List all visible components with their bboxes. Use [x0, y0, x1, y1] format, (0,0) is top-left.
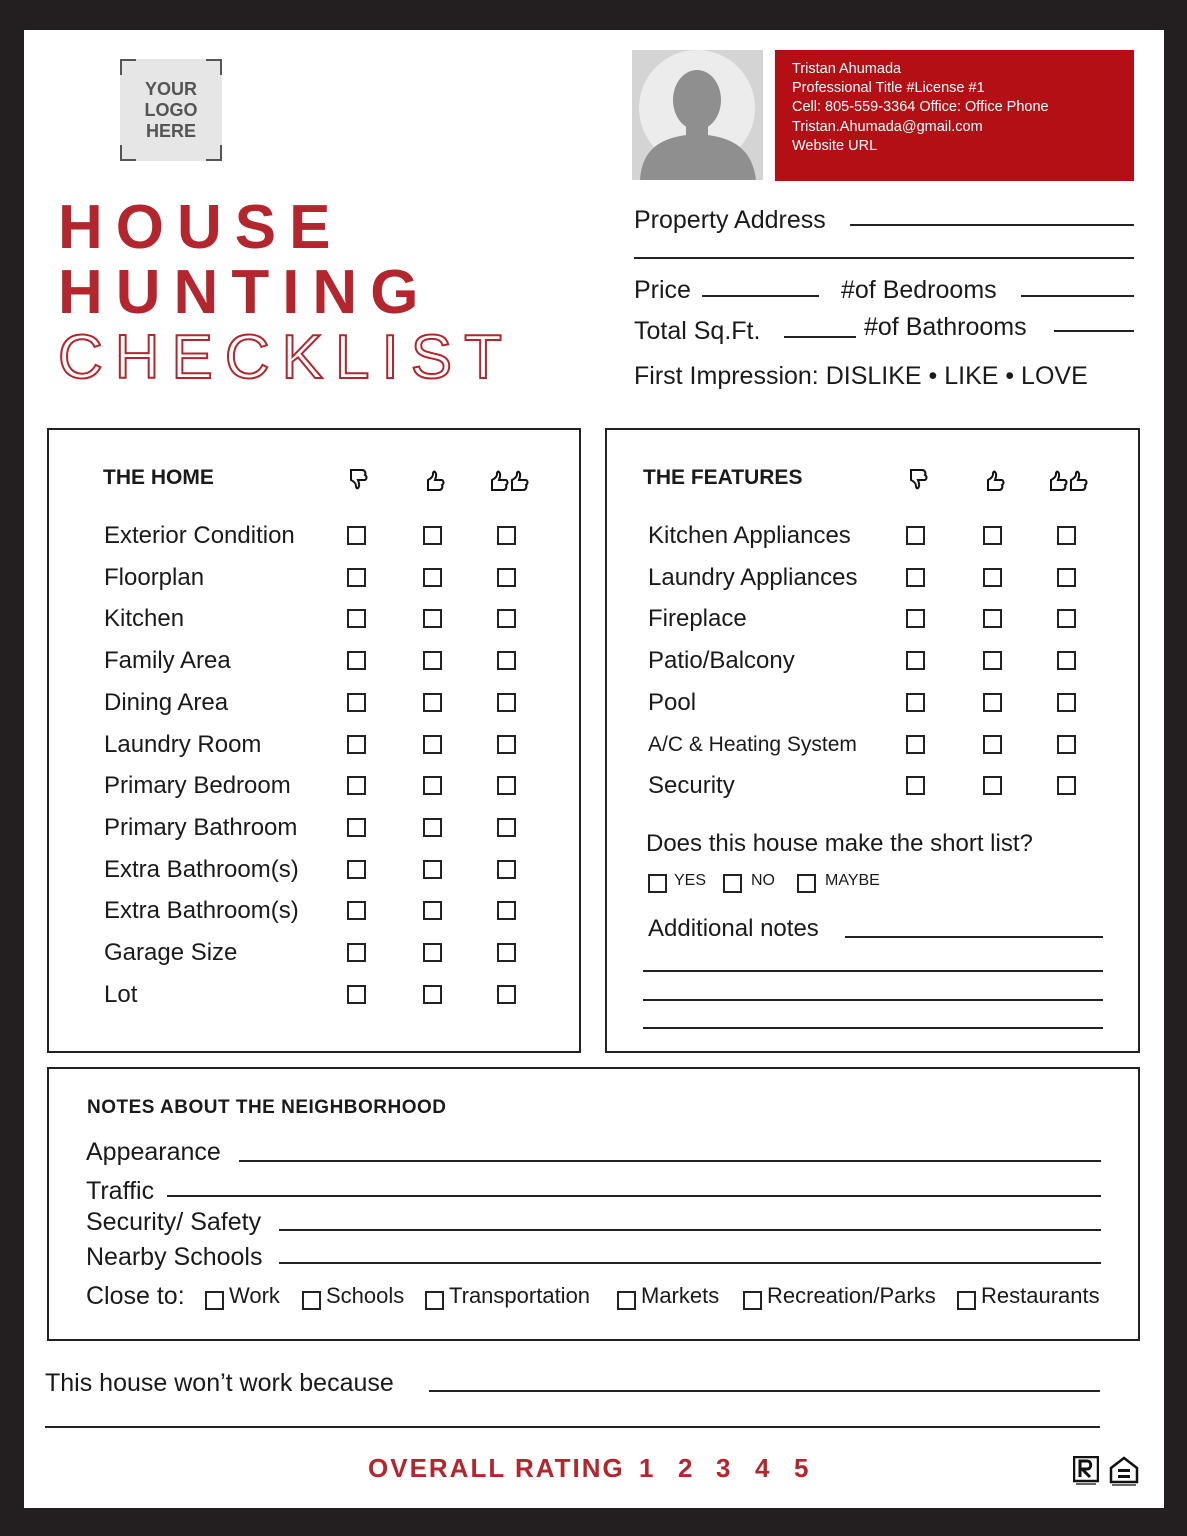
home-love-checkbox[interactable]	[497, 943, 516, 962]
property-address-line-2[interactable]	[634, 257, 1134, 259]
features-dislike-checkbox[interactable]	[906, 609, 925, 628]
features-dislike-checkbox[interactable]	[906, 735, 925, 754]
features-like-checkbox[interactable]	[983, 568, 1002, 587]
home-item-label: Lot	[104, 980, 138, 1008]
home-love-checkbox[interactable]	[497, 651, 516, 670]
bathrooms-label: #of Bathrooms	[864, 313, 1027, 341]
agent-photo	[632, 50, 763, 180]
features-like-checkbox[interactable]	[983, 776, 1002, 795]
bedrooms-label: #of Bedrooms	[841, 276, 997, 304]
home-like-checkbox[interactable]	[423, 985, 442, 1004]
home-heading: THE HOME	[103, 466, 214, 489]
logo-text: YOUR	[144, 79, 197, 99]
home-dislike-checkbox[interactable]	[347, 901, 366, 920]
home-like-checkbox[interactable]	[423, 526, 442, 545]
home-item-label: Kitchen	[104, 605, 185, 633]
logo-text: HERE	[145, 121, 196, 141]
home-dislike-checkbox[interactable]	[347, 860, 366, 879]
features-like-checkbox[interactable]	[983, 735, 1002, 754]
features-item-label: Kitchen Appliances	[648, 522, 851, 549]
close-to-option-label: Work	[229, 1283, 280, 1308]
title-hunting: HUNTING	[58, 258, 432, 327]
features-like-checkbox[interactable]	[983, 609, 1002, 628]
features-dislike-checkbox[interactable]	[906, 568, 925, 587]
agent-website[interactable]: Website URL	[792, 138, 878, 154]
home-dislike-checkbox[interactable]	[347, 735, 366, 754]
home-like-checkbox[interactable]	[423, 901, 442, 920]
features-item-label: Laundry Appliances	[648, 563, 858, 591]
features-heading: THE FEATURES	[643, 466, 803, 489]
property-address-line[interactable]	[850, 224, 1134, 226]
person-silhouette-icon	[632, 50, 763, 180]
rating-value[interactable]: 4	[755, 1453, 772, 1483]
nearby-schools-line[interactable]	[279, 1262, 1101, 1264]
features-like-checkbox[interactable]	[983, 526, 1002, 545]
short-list-yes-checkbox[interactable]	[648, 874, 667, 893]
agent-info-box	[775, 50, 1134, 181]
neighborhood-heading: NOTES ABOUT THE NEIGHBORHOOD	[87, 1097, 447, 1118]
price-line[interactable]	[702, 295, 819, 297]
home-item-label: Dining Area	[104, 688, 229, 716]
rating-value[interactable]: 1	[639, 1453, 656, 1483]
home-item-label: Primary Bedroom	[104, 772, 291, 800]
home-item-label: Garage Size	[104, 939, 238, 966]
close-to-option-label: Transportation	[449, 1283, 591, 1308]
close-to-label: Close to:	[86, 1282, 185, 1310]
close-to-option-label: Restaurants	[981, 1283, 1100, 1308]
additional-notes-label: Additional notes	[648, 915, 819, 942]
logo-text: LOGO	[144, 100, 198, 120]
features-like-checkbox[interactable]	[983, 693, 1002, 712]
features-item-label: A/C & Heating System	[648, 732, 857, 756]
title-house: HOUSE	[58, 193, 344, 262]
wont-work-line-2[interactable]	[45, 1426, 1100, 1428]
notes-line[interactable]	[845, 936, 1103, 938]
home-like-checkbox[interactable]	[423, 943, 442, 962]
home-love-checkbox[interactable]	[497, 693, 516, 712]
bedrooms-line[interactable]	[1021, 295, 1134, 297]
security-safety-line[interactable]	[279, 1229, 1101, 1231]
home-love-checkbox[interactable]	[497, 735, 516, 754]
appearance-label: Appearance	[86, 1138, 221, 1166]
features-love-checkbox[interactable]	[1057, 776, 1076, 795]
appearance-line[interactable]	[239, 1160, 1101, 1162]
short-list-question: Does this house make the short list?	[646, 830, 1033, 857]
features-like-checkbox[interactable]	[983, 651, 1002, 670]
agent-email[interactable]: Tristan.Ahumada@gmail.com	[792, 119, 983, 135]
property-address-label: Property Address	[634, 206, 826, 234]
thumbs-up-icon	[424, 467, 448, 498]
features-dislike-checkbox[interactable]	[906, 651, 925, 670]
features-love-checkbox[interactable]	[1057, 526, 1076, 545]
neighborhood-section	[47, 1067, 1140, 1341]
sqft-label: Total Sq.Ft.	[634, 317, 761, 345]
home-item-label: Extra Bathroom(s)	[104, 855, 299, 883]
double-thumbs-up-icon	[489, 467, 533, 498]
traffic-line[interactable]	[167, 1195, 1101, 1197]
wont-work-label: This house won’t work because	[45, 1369, 394, 1397]
home-love-checkbox[interactable]	[497, 609, 516, 628]
home-love-checkbox[interactable]	[497, 985, 516, 1004]
home-like-checkbox[interactable]	[423, 818, 442, 837]
close-to-option-label: Recreation/Parks	[767, 1283, 936, 1308]
first-impression: First Impression: DISLIKE • LIKE • LOVE	[634, 362, 1088, 390]
thumbs-down-icon	[907, 467, 931, 498]
home-love-checkbox[interactable]	[497, 526, 516, 545]
home-like-checkbox[interactable]	[423, 651, 442, 670]
features-love-checkbox[interactable]	[1057, 693, 1076, 712]
features-love-checkbox[interactable]	[1057, 735, 1076, 754]
short-list-no-checkbox[interactable]	[723, 874, 742, 893]
bathrooms-line[interactable]	[1054, 330, 1134, 332]
home-like-checkbox[interactable]	[423, 860, 442, 879]
equal-housing-icon	[1109, 1456, 1139, 1493]
features-dislike-checkbox[interactable]	[906, 693, 925, 712]
features-love-checkbox[interactable]	[1057, 651, 1076, 670]
home-item-label: Family Area	[104, 647, 231, 675]
double-thumbs-up-icon	[1048, 467, 1092, 498]
features-item-label: Patio/Balcony	[648, 647, 795, 675]
home-like-checkbox[interactable]	[423, 568, 442, 587]
title-checklist: CHECKLIST	[58, 323, 514, 392]
short-list-yes-label: YES	[674, 872, 707, 889]
home-dislike-checkbox[interactable]	[347, 693, 366, 712]
home-like-checkbox[interactable]	[423, 735, 442, 754]
thumbs-down-icon	[347, 467, 371, 498]
home-dislike-checkbox[interactable]	[347, 943, 366, 962]
home-like-checkbox[interactable]	[423, 776, 442, 795]
home-love-checkbox[interactable]	[497, 568, 516, 587]
logo-placeholder	[120, 59, 222, 161]
thumbs-up-icon	[984, 467, 1008, 498]
home-item-label: Extra Bathroom(s)	[104, 897, 299, 925]
notes-line[interactable]	[643, 999, 1103, 1001]
close-to-checkbox[interactable]	[957, 1291, 976, 1310]
home-item-label: Laundry Room	[104, 730, 262, 758]
agent-name: Tristan Ahumada	[792, 61, 902, 77]
home-dislike-checkbox[interactable]	[347, 526, 366, 545]
close-to-option-label: Schools	[326, 1283, 405, 1308]
features-item-label: Pool	[648, 688, 697, 716]
home-love-checkbox[interactable]	[497, 818, 516, 837]
short-list-maybe-label: MAYBE	[825, 872, 880, 889]
agent-title: Professional Title #License #1	[792, 80, 985, 96]
notes-line[interactable]	[643, 1027, 1103, 1029]
home-item-label: Primary Bathroom	[104, 813, 298, 841]
home-dislike-checkbox[interactable]	[347, 818, 366, 837]
features-love-checkbox[interactable]	[1057, 609, 1076, 628]
traffic-label: Traffic	[86, 1177, 155, 1205]
agent-phones: Cell: 805-559-3364 Office: Office Phone	[792, 99, 1049, 115]
features-love-checkbox[interactable]	[1057, 568, 1076, 587]
overall-rating-label: OVERALL RATING	[368, 1453, 625, 1483]
home-dislike-checkbox[interactable]	[347, 609, 366, 628]
home-section	[47, 428, 581, 1053]
close-to-checkbox[interactable]	[425, 1291, 444, 1310]
rating-value[interactable]: 3	[716, 1453, 733, 1483]
wont-work-line[interactable]	[429, 1390, 1100, 1392]
home-love-checkbox[interactable]	[497, 860, 516, 879]
features-dislike-checkbox[interactable]	[906, 526, 925, 545]
home-like-checkbox[interactable]	[423, 693, 442, 712]
home-item-label: Floorplan	[104, 563, 205, 591]
price-label: Price	[634, 276, 691, 304]
checklist-page	[24, 30, 1164, 1508]
close-to-option-label: Markets	[641, 1283, 720, 1308]
realtor-logo-icon	[1073, 1456, 1099, 1493]
nearby-schools-label: Nearby Schools	[86, 1243, 263, 1271]
features-section	[605, 428, 1140, 1053]
home-like-checkbox[interactable]	[423, 609, 442, 628]
sqft-line[interactable]	[784, 336, 856, 338]
close-to-checkbox[interactable]	[617, 1291, 636, 1310]
features-item-label: Security	[648, 772, 735, 800]
home-dislike-checkbox[interactable]	[347, 776, 366, 795]
rating-value[interactable]: 2	[678, 1453, 695, 1483]
home-dislike-checkbox[interactable]	[347, 985, 366, 1004]
close-to-checkbox[interactable]	[743, 1291, 762, 1310]
close-to-checkbox[interactable]	[302, 1291, 321, 1310]
short-list-no-label: NO	[751, 872, 775, 889]
features-dislike-checkbox[interactable]	[906, 776, 925, 795]
home-love-checkbox[interactable]	[497, 901, 516, 920]
close-to-checkbox[interactable]	[205, 1291, 224, 1310]
home-dislike-checkbox[interactable]	[347, 568, 366, 587]
features-item-label: Fireplace	[648, 605, 747, 633]
short-list-maybe-checkbox[interactable]	[797, 874, 816, 893]
rating-value[interactable]: 5	[794, 1453, 811, 1483]
security-safety-label: Security/ Safety	[86, 1208, 262, 1236]
home-love-checkbox[interactable]	[497, 776, 516, 795]
home-dislike-checkbox[interactable]	[347, 651, 366, 670]
home-item-label: Exterior Condition	[104, 522, 295, 549]
notes-line[interactable]	[643, 970, 1103, 972]
